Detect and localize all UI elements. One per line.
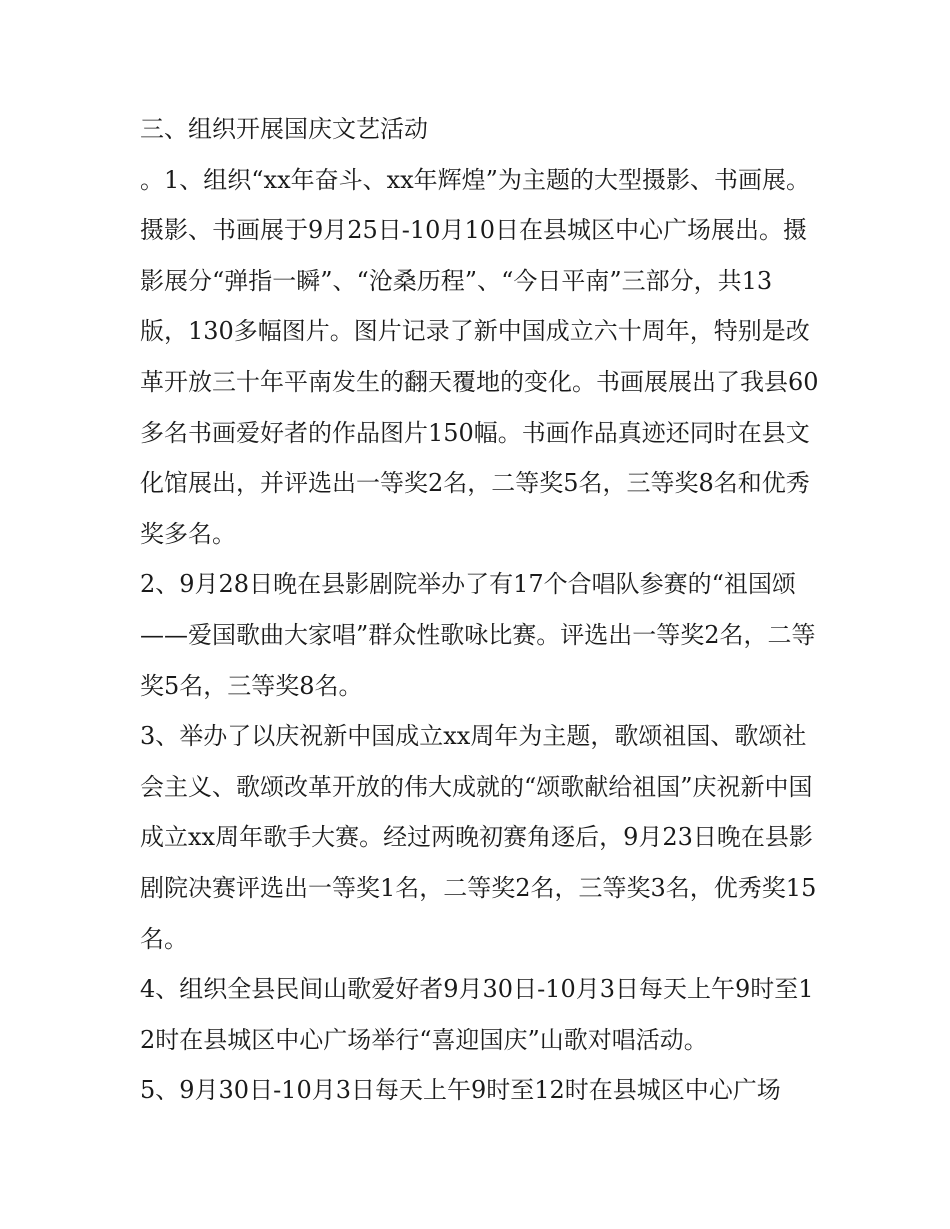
- document-body: [140, 104, 820, 1116]
- paragraph-2: 2、9月28日晚在县影剧院举办了有17个合唱队参赛的“祖国颂——爱国歌曲大家唱”群众性歌咏比赛。评选出一等奖2名，二等奖5名，三等奖8名。: [140, 570, 816, 700]
- paragraph-1: 。1、组织“xx年奋斗、xx年辉煌”为主题的大型摄影、书画展。摄影、书画展于9月25日-10月10日在县城区中心广场展出。摄影展分“弹指一瞬”、“沧桑历程”、“今日平南”三部分，共13版，130多幅图片。图片记录了新中国成立六十周年，特别是改革开放三十年平南发生的翻天覆地的变化。书画展展出了我县60多名书画爱好者的作品图片150幅。书画作品真迹还同时在县文化馆展出，并评选出一等奖2名，二等奖5名，三等奖8名和优秀奖多名。: [140, 165, 819, 548]
- paragraph-3: 3、举办了以庆祝新中国成立xx周年为主题，歌颂祖国、歌颂社会主义、歌颂改革开放的伟大成就的“颂歌献给祖国”庆祝新中国成立xx周年歌手大赛。经过两晚初赛角逐后，9月23日晚在县影剧院决赛评选出一等奖1名，二等奖2名，三等奖3名，优秀奖15名。: [140, 722, 817, 953]
- paragraph-5: 5、9月30日-10月3日每天上午9时至12时在县城区中心广场: [140, 1076, 781, 1105]
- section-heading: 三、组织开展国庆文艺活动: [140, 115, 428, 143]
- paragraph-4: 4、组织全县民间山歌爱好者9月30日-10月3日每天上午9时至12时在县城区中心广场举行“喜迎国庆”山歌对唱活动。: [140, 975, 814, 1054]
